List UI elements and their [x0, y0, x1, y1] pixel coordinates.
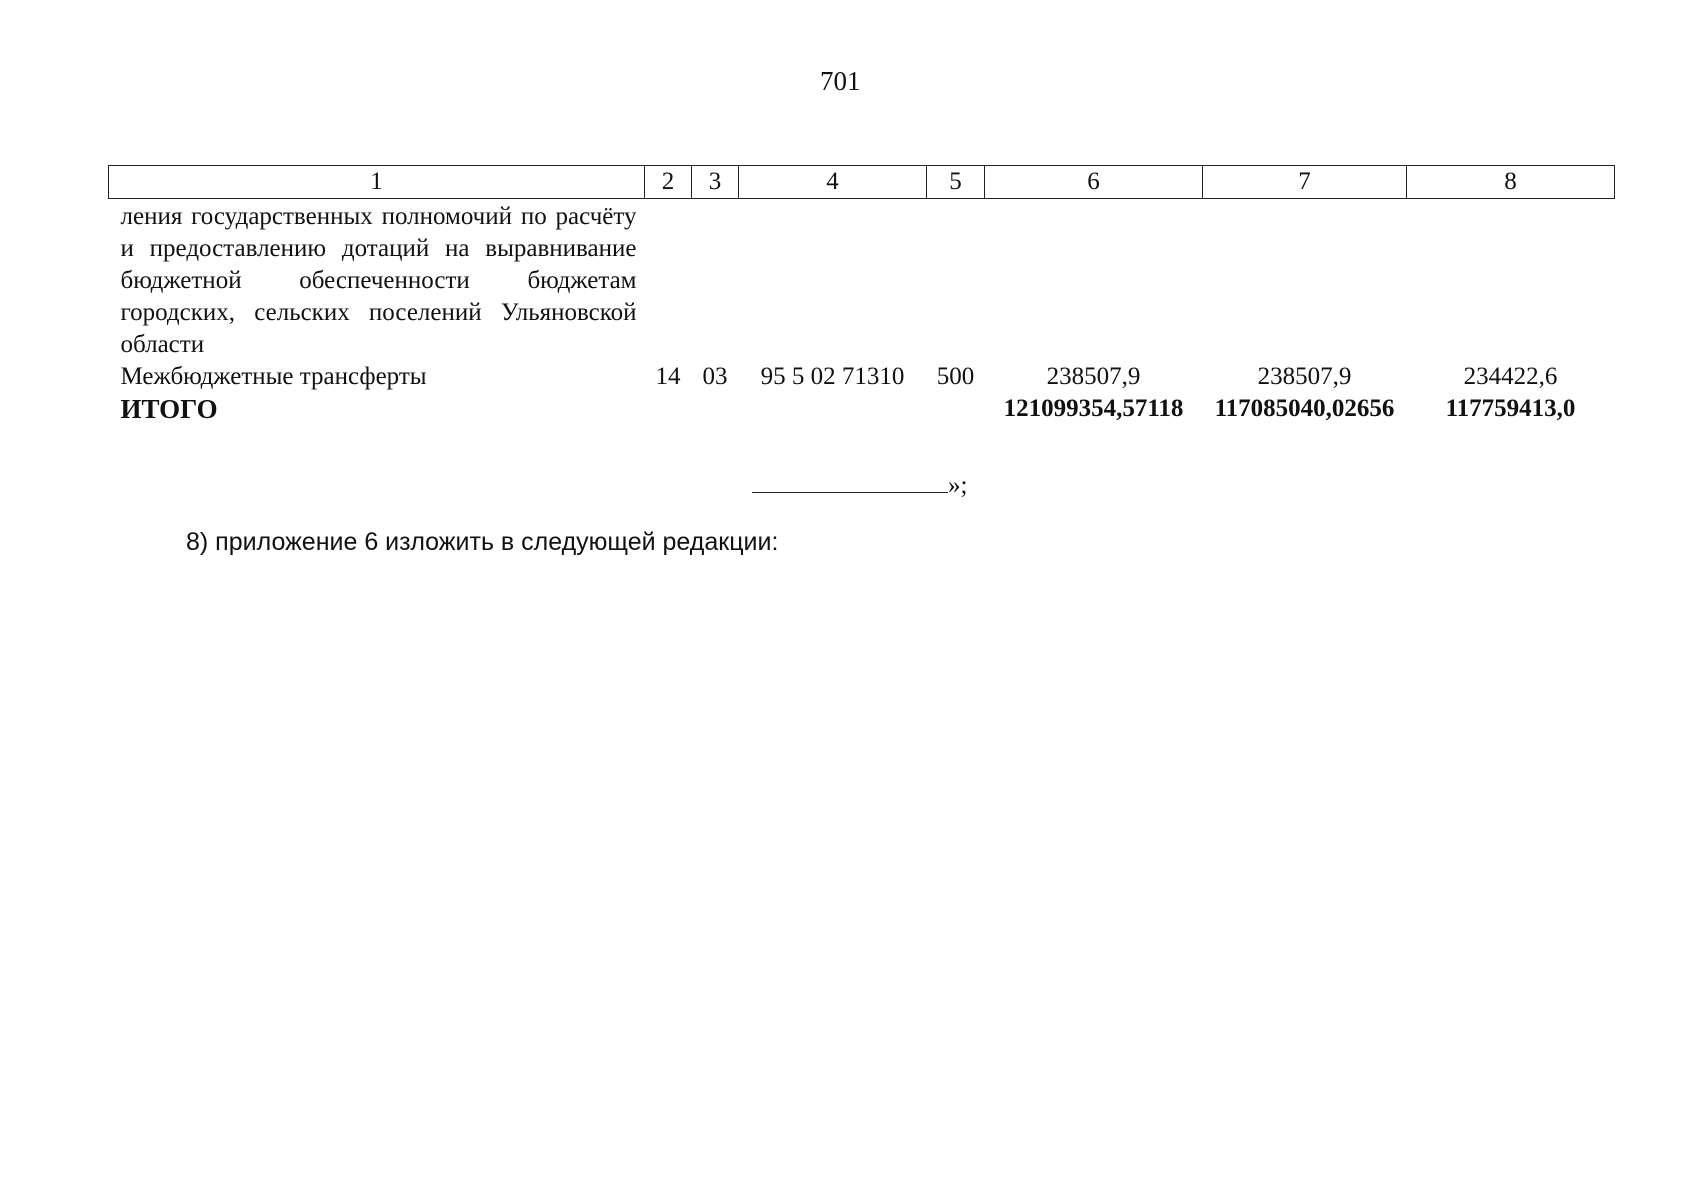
header-col-5: 5 [927, 166, 985, 199]
header-col-1: 1 [109, 166, 645, 199]
transfer-subsection: 03 [702, 363, 728, 390]
total-amount-col7: 117085040,02656 [1214, 395, 1395, 422]
instruction-text: 8) приложение 6 изложить в следующей редакции: [186, 528, 779, 556]
transfer-row [109, 361, 1615, 393]
description-row [109, 199, 1615, 362]
transfer-section: 14 [655, 363, 681, 390]
header-col-8: 8 [1407, 166, 1615, 199]
transfer-amount-col8: 234422,6 [1463, 363, 1558, 390]
description-text: ления государственных полномочий по расчёту и предоставлению дотаций на выравнивание бюджетной обеспеченности бюджетам городских, сельских поселений Ульяновской области [120, 203, 637, 358]
header-col-3: 3 [692, 166, 739, 199]
transfer-target-code: 95 5 02 71310 [760, 363, 905, 390]
header-row [109, 166, 1615, 199]
header-col-7: 7 [1203, 166, 1407, 199]
transfer-amount-col7: 238507,9 [1257, 363, 1352, 390]
total-label: ИТОГО [120, 394, 218, 424]
header-col-2: 2 [645, 166, 692, 199]
total-amount-col6: 121099354,57118 [1003, 395, 1184, 422]
closing-line [752, 470, 948, 493]
total-amount-col8: 117759413,0 [1445, 395, 1576, 422]
header-col-4: 4 [739, 166, 927, 199]
transfer-label: Межбюджетные трансферты [120, 363, 427, 390]
closing-quote: »; [948, 472, 968, 499]
transfer-expense-type: 500 [936, 363, 975, 390]
transfer-amount-col6: 238507,9 [1046, 363, 1141, 390]
budget-table [108, 165, 1615, 425]
header-col-6: 6 [985, 166, 1203, 199]
table-header [109, 166, 1615, 199]
closing-mark [752, 470, 967, 501]
total-row [109, 393, 1615, 425]
page-number: 701 [820, 66, 861, 96]
